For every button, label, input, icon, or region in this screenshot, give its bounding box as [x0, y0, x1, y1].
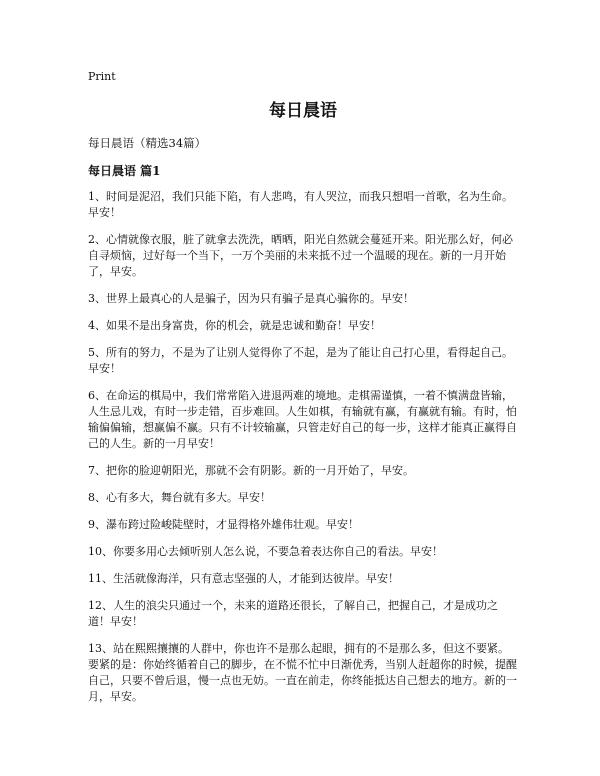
document-page [88, 70, 518, 716]
paragraph-3: 3、世界上最真心的人是骗子，因为只有骗子是真心骗你的。早安！ [88, 292, 414, 305]
document-subtitle: 每日晨语（精选34篇） [88, 136, 207, 150]
paragraph-13: 13、站在熙熙攘攘的人群中，你也许不是那么起眼，拥有的不是那么多，但这不要紧。要紧的是：你始终循着自己的脚步，在不慌不忙中日渐优秀，当别人赶超你的时候，提醒自己，只要不曾后退，慢一点也无妨。一直在前走，你终能抵达自己想去的地方。新的一月，早安。 [88, 642, 517, 703]
paragraph-10: 10、你要多用心去倾听别人怎么说，不要急着表达你自己的看法。早安！ [88, 545, 443, 558]
document-title: 每日晨语 [269, 101, 337, 121]
paragraph-7: 7、把你的脸迎朝阳光，那就不会有阴影。新的一月开始了，早安。 [88, 464, 414, 477]
paragraph-4: 4、如果不是出身富贵，你的机会，就是忠诚和勤奋！早安！ [88, 319, 381, 332]
section-heading: 每日晨语 篇1 [88, 164, 161, 178]
paragraph-5: 5、所有的努力，不是为了让别人觉得你了不起，是为了能让自己打心里，看得起自己。早安！ [88, 346, 513, 375]
paragraph-8: 8、心有多大，舞台就有多大。早安！ [88, 491, 271, 504]
paragraph-6: 6、在命运的棋局中，我们常常陷入进退两难的境地。走棋需谨慎，一着不慎满盘皆输，人生忌儿戏，有时一步走错，百步难回。人生如棋，有输就有赢，有赢就有输。有时，怕输偏偏输，想赢偏不赢。只有不计较输赢，只管走好自己的每一步，这样才能真正赢得自己的人生。新的一月早安！ [88, 389, 517, 450]
paragraph-1: 1、时间是泥沼，我们只能下陷，有人悲鸣，有人哭泣，而我只想唱一首歌，名为生命。早安！ [88, 190, 513, 219]
paragraph-12: 12、人生的浪尖只通过一个，未来的道路还很长，了解自己，把握自己，才是成功之道！早安！ [88, 599, 498, 628]
paragraph-2: 2、心情就像衣服，脏了就拿去洗洗，晒晒，阳光自然就会蔓延开来。阳光那么好，何必自寻烦恼，过好每一个当下，一万个美丽的未来抵不过一个温暖的现在。新的一月开始了，早安。 [88, 233, 513, 278]
paragraph-9: 9、瀑布跨过险峻陡壁时，才显得格外雄伟壮观。早安！ [88, 518, 359, 531]
print-label: Print [88, 70, 116, 83]
paragraph-11: 11、生活就像海洋，只有意志坚强的人，才能到达彼岸。早安！ [88, 572, 399, 585]
